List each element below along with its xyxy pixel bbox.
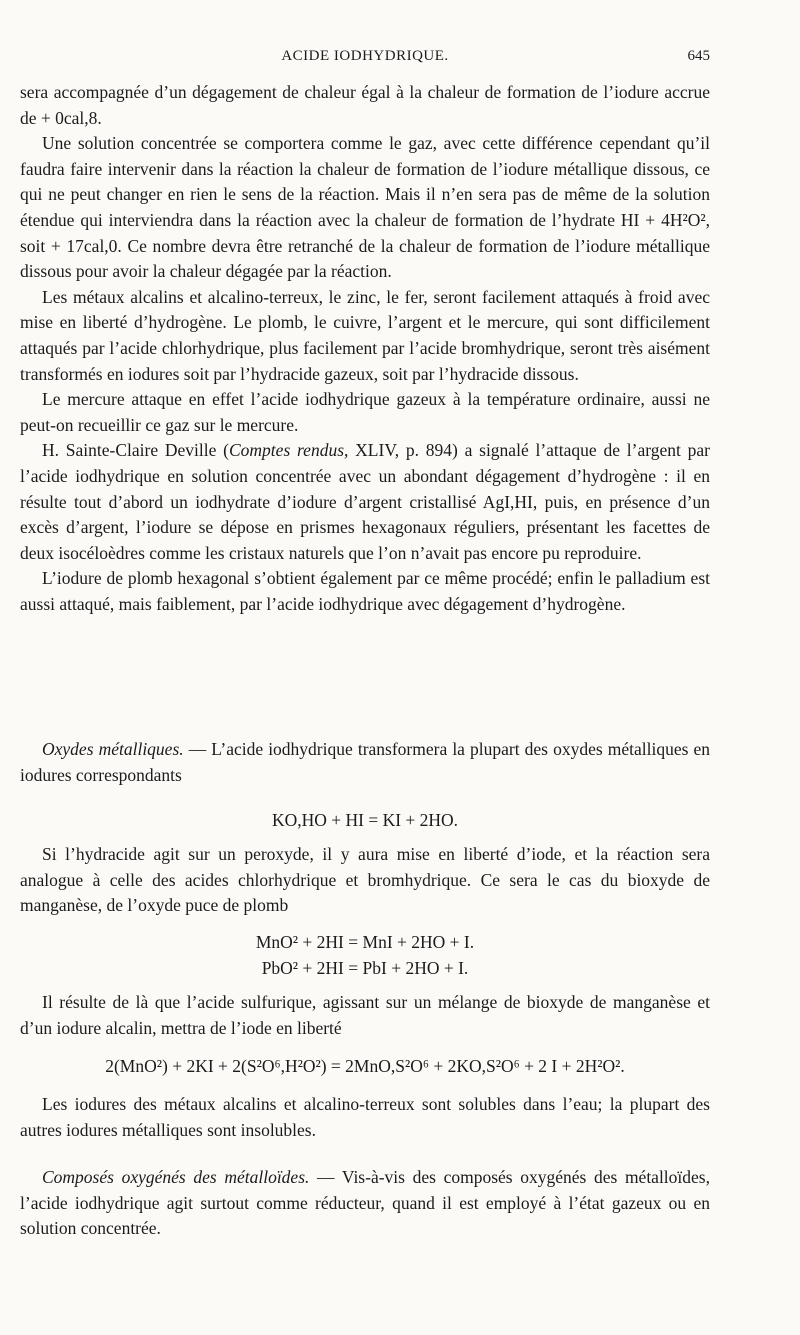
paragraph-6: L’iodure de plomb hexagonal s’obtient également par ce même procédé; enfin le palladium est aussi attaqué, mais faiblement, par l’acide iodhydrique avec dégagement d’hydrogène. <box>20 568 710 614</box>
section-text-composes: — Vis-à-vis des composés oxygénés des métalloïdes, l’acide iodhydrique agit surtout comme réducteur, quand il est employé à l’état gazeux ou en solution concentrée. <box>20 1167 710 1239</box>
section-heading-oxydes: Oxydes métalliques. <box>42 739 184 759</box>
paragraph-5-after: , XLIV, p. 894) a signalé l’attaque de l’argent par l’acide iodhydrique en solution concentrée avec un abondant dégagement d’hydrogène : il en résulte tout d’abord un iodhydrate d’iodure d’argent cristallisé AgI,HI, puis, en présence d’un excès d’argent, l’iodure se dépose en prismes hexagonaux réguliers, présentant les facettes de deux isocéloèdres comme les cristaux naturels que l’on n’avait pas encore pu reproduire. <box>20 440 710 563</box>
section-heading-composes: Composés oxygénés des métalloïdes. <box>42 1167 310 1187</box>
paragraph-5 <box>20 438 710 566</box>
paragraph-1: sera accompagnée d’un dégagement de chaleur égal à la chaleur de formation de l’iodure accrue de + 0cal,8. <box>20 82 710 128</box>
page-number: 645 <box>687 48 710 64</box>
main-text-top <box>20 80 710 617</box>
paragraph-7: Si l’hydracide agit sur un peroxyde, il y aura mise en liberté d’iode, et la réaction sera analogue à celle des acides chlorhydrique et bromhydrique. Ce sera le cas du bioxyde de manganèse, de l’oxyde puce de plomb <box>20 844 710 916</box>
citation: Comptes rendus <box>229 440 345 461</box>
formula-3: PbO² + 2HI = PbI + 2HO + I. <box>261 958 469 978</box>
paragraph-5-before: H. Sainte-Claire Deville ( <box>42 440 229 461</box>
paragraph-2: Une solution concentrée se comportera comme le gaz, avec cette différence cependant qu’il faudra faire intervenir dans la réaction la chaleur de formation de l’iodure métallique dissous, ce qui ne peut changer en rien le sens de la réaction. Mais il n’en sera pas de même de la solution étendue qui interviendra dans la réaction avec la chaleur de formation de l’hydrate HI + 4H²O², soit + 17cal,0. Ce nombre devra être retranché de la chaleur de formation de l’iodure métallique dissous pour avoir la chaleur dégagée par la réaction. <box>20 133 710 282</box>
formula-2: MnO² + 2HI = MnI + 2HO + I. <box>255 932 475 952</box>
paragraph-9-block <box>20 1092 710 1143</box>
section-composes <box>20 1165 710 1242</box>
paragraph-8-block <box>20 990 710 1041</box>
page-header <box>20 48 710 72</box>
formula-1: KO,HO + HI = KI + 2HO. <box>271 810 459 830</box>
paragraph-9: Les iodures des métaux alcalins et alcalino-terreux sont solubles dans l’eau; la plupart des autres iodures métalliques sont insolubles. <box>20 1094 710 1140</box>
paragraph-3: Les métaux alcalins et alcalino-terreux, le zinc, le fer, seront facilement attaqués à froid avec mise en liberté d’hydrogène. Le plomb, le cuivre, l’argent et le mercure, qui sont difficilement attaqués par l’acide chlorhydrique, plus facilement par l’acide bromhydrique, seront très aisément transformés en iodures soit par l’hydracide gazeux, soit par l’hydracide dissous. <box>20 286 710 384</box>
formula-4: 2(MnO²) + 2KI + 2(S²O⁶,H²O²) = 2MnO,S²O⁶ + 2KO,S²O⁶ + 2 I + 2H²O². <box>105 1056 625 1076</box>
paragraph-8: Il résulte de là que l’acide sulfurique, agissant sur un mélange de bioxyde de manganèse et d’un iodure alcalin, mettra de l’iode en liberté <box>20 992 710 1038</box>
section-text-oxydes: — L’acide iodhydrique transformera la plupart des oxydes métalliques en iodures correspondants <box>20 739 710 785</box>
paragraph-4: Le mercure attaque en effet l’acide iodhydrique gazeux à la température ordinaire, aussi ne peut-on recueillir ce gaz sur le mercure. <box>20 389 710 435</box>
section-oxydes <box>20 737 710 788</box>
running-head: ACIDE IODHYDRIQUE. <box>281 48 449 64</box>
paragraph-7-block <box>20 842 710 919</box>
